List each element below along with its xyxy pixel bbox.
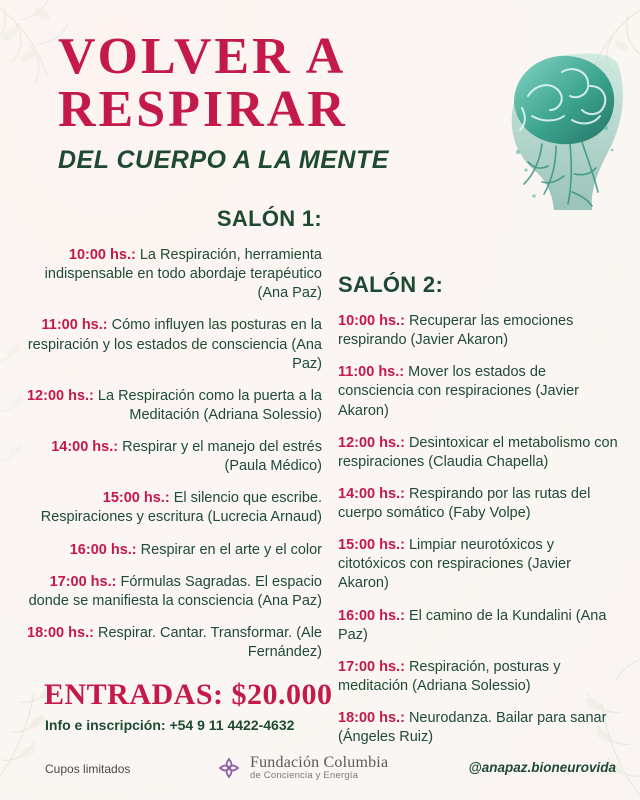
schedule-time: 12:00 hs.: bbox=[338, 434, 405, 451]
ticket-price: ENTRADAS: $20.000 bbox=[44, 678, 333, 711]
schedule-time: 12:00 hs.: bbox=[26, 387, 94, 404]
schedule-time: 17:00 hs.: bbox=[49, 573, 117, 590]
schedule-time: 16:00 hs.: bbox=[69, 541, 137, 558]
schedule-text: La Respiración como la puerta a la Meditación (Adriana Solessio) bbox=[97, 387, 322, 423]
columbia-flower-icon bbox=[216, 755, 242, 781]
limited-seats-note: Cupos limitados bbox=[45, 762, 131, 776]
salon-2-column bbox=[338, 272, 624, 760]
schedule-item bbox=[26, 246, 322, 303]
schedule-time: 14:00 hs.: bbox=[51, 439, 119, 455]
schedule-text: Mover los estados de consciencia con respiraciones (Javier Akaron) bbox=[338, 364, 579, 419]
schedule-time: 10:00 hs.: bbox=[68, 247, 136, 263]
contact-info: Info e inscripción: +54 9 11 4422-4632 bbox=[45, 717, 295, 733]
schedule-text: Respirando por las rutas del cuerpo somático (Faby Volpe) bbox=[338, 485, 591, 521]
schedule-item bbox=[26, 387, 322, 425]
schedule-item bbox=[26, 541, 322, 560]
schedule-item bbox=[26, 624, 322, 662]
schedule-text: Respirar. Cantar. Transformar. (Ale Fernández) bbox=[97, 624, 322, 660]
schedule-item bbox=[338, 363, 624, 420]
schedule-time: 18:00 hs.: bbox=[338, 710, 405, 726]
schedule-item bbox=[338, 536, 624, 593]
poster-subtitle: DEL CUERPO A LA MENTE bbox=[58, 145, 389, 174]
schedule-time: 18:00 hs.: bbox=[27, 624, 94, 641]
schedule-text: El silencio que escribe. Respiraciones y escritura (Lucrecia Arnaud) bbox=[40, 490, 322, 526]
schedule-text: Recuperar las emociones respirando (Javier Akaron) bbox=[338, 313, 574, 349]
schedule-item bbox=[338, 434, 624, 472]
social-handle: @anapaz.bioneurovida bbox=[468, 760, 616, 775]
schedule-item bbox=[338, 709, 624, 747]
sponsor-text bbox=[250, 754, 388, 782]
schedule-item bbox=[338, 312, 624, 350]
schedule-time: 16:00 hs.: bbox=[338, 607, 405, 624]
schedule-text: El camino de la Kundalini (Ana Paz) bbox=[338, 607, 607, 643]
salon-1-title: SALÓN 1: bbox=[216, 206, 322, 231]
sponsor-logo bbox=[216, 754, 388, 782]
schedule-text: Fórmulas Sagradas. El espacio donde se manifiesta la consciencia (Ana Paz) bbox=[28, 573, 322, 609]
poster-title-line-2: RESPIRAR bbox=[58, 80, 348, 138]
sponsor-name: Fundación Columbia bbox=[250, 754, 389, 771]
schedule-item bbox=[26, 489, 322, 527]
schedule-time: 10:00 hs.: bbox=[338, 313, 405, 329]
schedule-time: 14:00 hs.: bbox=[338, 485, 405, 502]
schedule-item bbox=[26, 438, 322, 476]
schedule-item bbox=[338, 607, 624, 645]
schedule-text: La Respiración, herramienta indispensable en todo abordaje terapéutico (Ana Paz) bbox=[44, 247, 322, 302]
poster-header bbox=[0, 18, 640, 218]
schedule-text: Neurodanza. Bailar para sanar (Ángeles Ruiz) bbox=[338, 710, 607, 746]
brain-illustration bbox=[422, 24, 632, 224]
schedule-text: Cómo influyen las posturas en la respiración y los estados de consciencia (Ana Paz) bbox=[27, 317, 322, 372]
salon-2-title: SALÓN 2: bbox=[338, 272, 444, 297]
poster-title-line-1: VOLVER A bbox=[58, 28, 347, 85]
schedule-item bbox=[26, 316, 322, 373]
salon-1-column bbox=[26, 206, 322, 675]
schedule-time: 15:00 hs.: bbox=[338, 537, 405, 554]
schedule-item bbox=[338, 658, 624, 696]
schedule-text: Respirar en el arte y el color bbox=[140, 541, 322, 558]
schedule-time: 11:00 hs.: bbox=[338, 364, 405, 381]
schedule-text: Respirar y el manejo del estrés (Paula Médico) bbox=[122, 439, 322, 475]
schedule-text: Desintoxicar el metabolismo con respiraciones (Claudia Chapella) bbox=[338, 434, 618, 470]
schedule-time: 15:00 hs.: bbox=[102, 490, 170, 507]
title-block bbox=[58, 28, 458, 175]
schedule-item bbox=[338, 485, 624, 523]
schedule-time: 17:00 hs.: bbox=[338, 658, 405, 675]
schedule-text: Respiración, posturas y meditación (Adriana Solessio) bbox=[338, 658, 561, 694]
schedule-item bbox=[26, 573, 322, 611]
schedule-text: Limpiar neurotóxicos y citotóxicos con respiraciones (Javier Akaron) bbox=[338, 537, 571, 592]
sponsor-tagline: de Conciencia y Energía bbox=[250, 770, 359, 782]
schedule-time: 11:00 hs.: bbox=[41, 317, 108, 334]
